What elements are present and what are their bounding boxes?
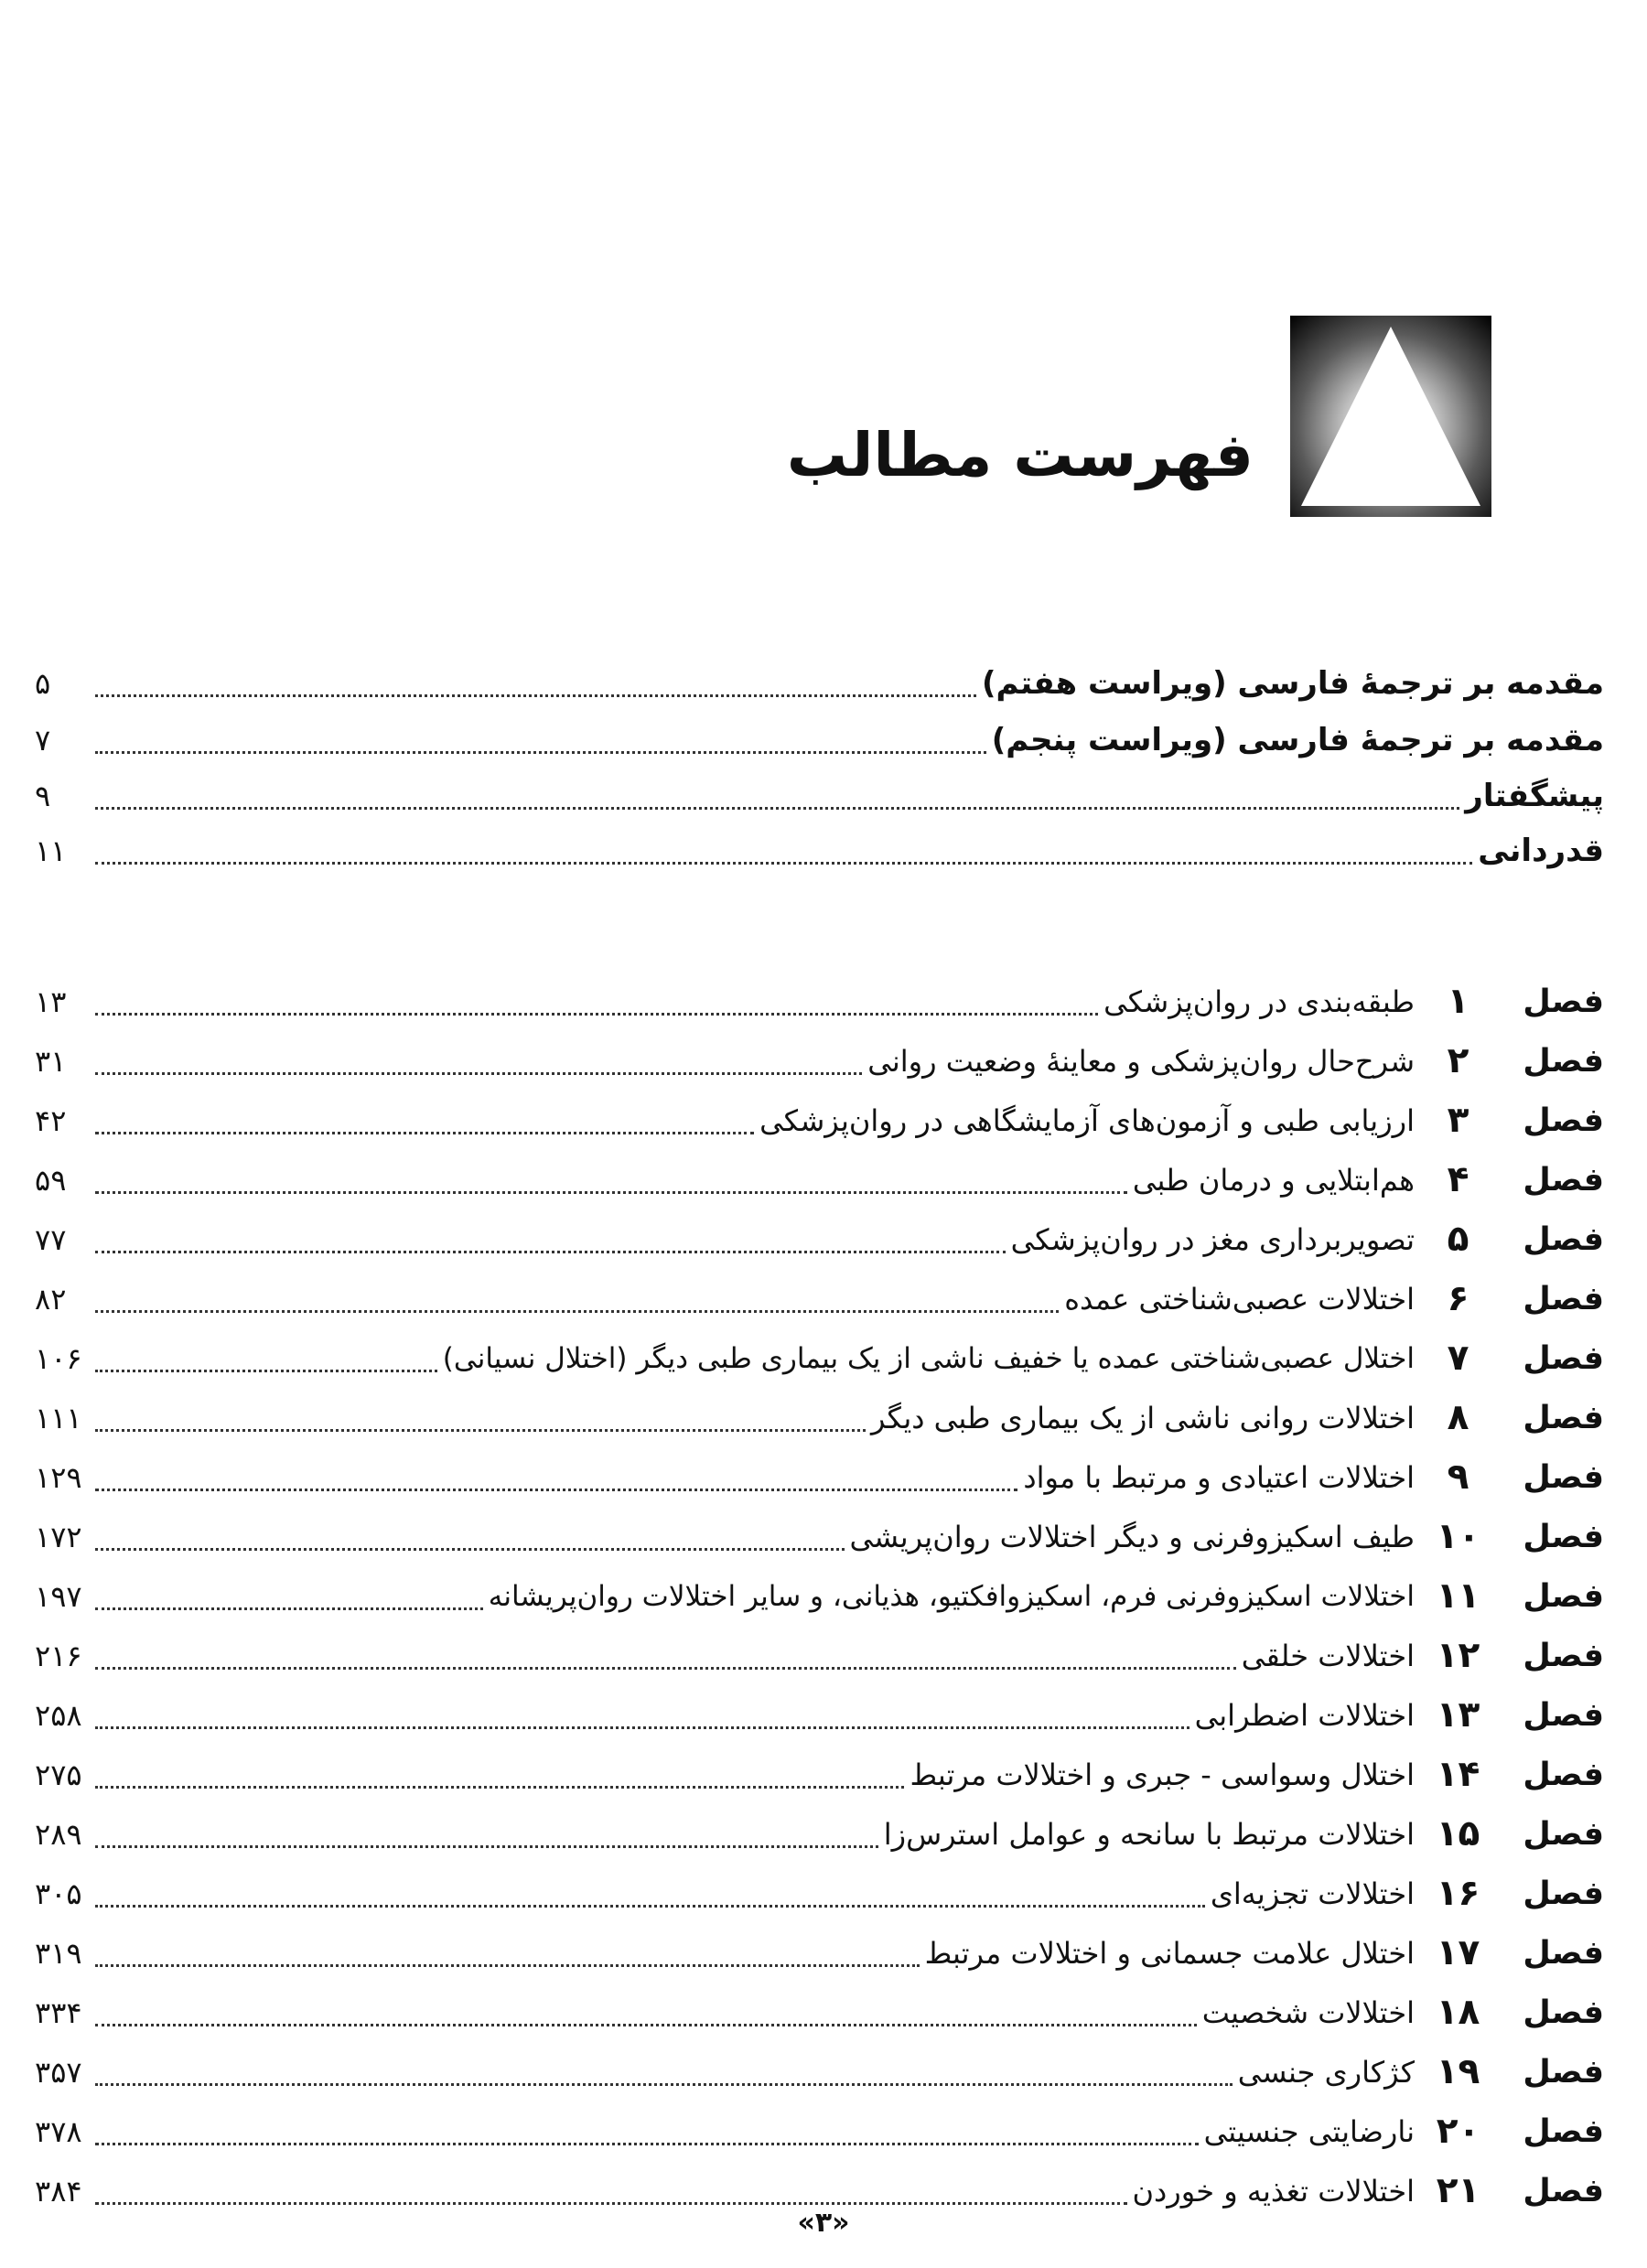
front-matter-row[interactable] xyxy=(35,826,1604,876)
page-number: ۱۳ xyxy=(35,984,67,1019)
page-number: ۳۷۸ xyxy=(35,2114,82,2149)
chapter-row[interactable] xyxy=(35,1869,1604,1919)
chapter-number: ۴ xyxy=(1447,1159,1469,1200)
chapter-row[interactable] xyxy=(35,2048,1604,2097)
page-number: ۱۱۱ xyxy=(35,1401,82,1435)
chapter-label: فصل xyxy=(1523,1459,1604,1496)
dot-leader xyxy=(95,1489,1017,1491)
dot-leader xyxy=(95,2083,1233,2086)
dot-leader xyxy=(95,1132,754,1134)
chapter-row[interactable] xyxy=(35,1215,1604,1264)
chapter-number: ۹ xyxy=(1447,1456,1469,1498)
chapter-row[interactable] xyxy=(35,1929,1604,1978)
chapter-title: اختلالات مرتبط با سانحه و عوامل استرس‌زا xyxy=(883,1817,1415,1852)
chapter-label: فصل xyxy=(1523,1221,1604,1258)
chapter-title: اختلال وسواسی - جبری و اختلالات مرتبط xyxy=(910,1757,1415,1792)
chapter-title: اختلالات اعتیادی و مرتبط با مواد xyxy=(1023,1460,1415,1495)
page-footer-number: «۳» xyxy=(797,2207,850,2239)
front-matter-row[interactable] xyxy=(35,659,1604,708)
chapter-title: اختلالات شخصیت xyxy=(1201,1995,1415,2030)
chapter-title: طیف اسکیزوفرنی و دیگر اختلالات روان‌پریشی xyxy=(849,1520,1415,1554)
page-number: ۴۲ xyxy=(35,1103,67,1138)
chapter-number: ۵ xyxy=(1447,1219,1469,1260)
dot-leader xyxy=(95,1726,1190,1729)
chapter-label: فصل xyxy=(1523,1102,1604,1139)
dot-leader xyxy=(95,1370,437,1372)
chapter-label: فصل xyxy=(1523,1281,1604,1317)
chapter-number: ۱۷ xyxy=(1436,1932,1480,1973)
dot-leader xyxy=(95,751,986,754)
page-number: ۱۲۹ xyxy=(35,1460,82,1495)
chapter-label: فصل xyxy=(1523,1757,1604,1793)
chapter-title: اختلالات تجزیه‌ای xyxy=(1210,1876,1415,1911)
chapter-number: ۱۴ xyxy=(1436,1754,1480,1795)
chapter-number: ۱۳ xyxy=(1436,1694,1480,1736)
dot-leader xyxy=(95,1845,878,1848)
chapter-row[interactable] xyxy=(35,1512,1604,1562)
front-matter-title: مقدمه بر ترجمهٔ فارسی (ویراست هفتم) xyxy=(982,665,1604,702)
front-matter-title: قدردانی xyxy=(1478,833,1604,869)
dot-leader xyxy=(95,1310,1059,1313)
front-matter-row[interactable] xyxy=(35,715,1604,765)
chapter-title: اختلالات روانی ناشی از یک بیماری طبی دیگر xyxy=(871,1401,1415,1435)
page-number: ۲۵۸ xyxy=(35,1698,82,1733)
chapter-number: ۱۹ xyxy=(1436,2051,1480,2092)
dot-leader xyxy=(95,2024,1197,2026)
chapter-number: ۱۲ xyxy=(1436,1635,1480,1676)
chapter-number: ۱۸ xyxy=(1436,1992,1480,2033)
chapter-label: فصل xyxy=(1523,1400,1604,1436)
chapter-label: فصل xyxy=(1523,1340,1604,1377)
chapter-title: نارضایتی جنسیتی xyxy=(1203,2114,1415,2149)
page-number: ۲۷۵ xyxy=(35,1757,82,1792)
chapter-title: اختلالات اسکیزوفرنی فرم، اسکیزوافکتیو، هذیانی، و سایر اختلالات روان‌پریشانه xyxy=(488,1580,1415,1613)
chapter-title: تصویربرداری مغز در روان‌پزشکی xyxy=(1010,1222,1415,1257)
front-matter-row[interactable] xyxy=(35,771,1604,821)
chapter-row[interactable] xyxy=(35,1334,1604,1383)
chapter-row[interactable] xyxy=(35,1988,1604,2037)
page-number: ۱۷۲ xyxy=(35,1520,82,1554)
dot-leader xyxy=(95,1013,1098,1016)
chapter-number: ۲۱ xyxy=(1436,2170,1480,2211)
front-matter-title: مقدمه بر ترجمهٔ فارسی (ویراست پنجم) xyxy=(991,722,1604,758)
page-number: ۳۱ xyxy=(35,1044,67,1079)
chapter-title: اختلالات عصبی‌شناختی عمده xyxy=(1064,1282,1415,1317)
chapter-number: ۲۰ xyxy=(1436,2111,1480,2152)
page-number: ۳۰۵ xyxy=(35,1876,82,1911)
dot-leader xyxy=(95,2202,1127,2205)
chapter-title: کژکاری جنسی xyxy=(1237,2055,1415,2090)
chapter-number: ۲ xyxy=(1447,1040,1469,1081)
dot-leader xyxy=(95,1667,1236,1670)
chapter-title: اختلال عصبی‌شناختی عمده یا خفیف ناشی از یک بیماری طبی دیگر (اختلال نسیانی) xyxy=(442,1342,1415,1375)
chapter-label: فصل xyxy=(1523,2113,1604,2150)
page-number: ۹ xyxy=(35,779,51,813)
chapter-number: ۱ xyxy=(1447,981,1469,1022)
triangle-icon xyxy=(1290,316,1491,517)
chapter-number: ۱۶ xyxy=(1436,1873,1480,1914)
chapter-title: شرح‌حال روان‌پزشکی و معاینهٔ وضعیت روانی xyxy=(867,1044,1415,1079)
chapter-row[interactable] xyxy=(35,1155,1604,1205)
chapter-label: فصل xyxy=(1523,1638,1604,1674)
chapter-row[interactable] xyxy=(35,1453,1604,1502)
dot-leader xyxy=(95,2143,1199,2145)
chapter-number: ۱۰ xyxy=(1436,1516,1480,1557)
page-number: ۵۹ xyxy=(35,1163,67,1198)
chapter-title: اختلالات تغذیه و خوردن xyxy=(1132,2174,1415,2209)
chapter-label: فصل xyxy=(1523,1697,1604,1734)
page-number: ۸۲ xyxy=(35,1282,67,1317)
chapter-label: فصل xyxy=(1523,1876,1604,1912)
chapter-label: فصل xyxy=(1523,1519,1604,1555)
chapter-number: ۱۱ xyxy=(1436,1575,1480,1617)
page-number: ۱۹۷ xyxy=(35,1579,82,1614)
chapter-title: اختلالات خلقی xyxy=(1241,1639,1415,1673)
page-number: ۷۷ xyxy=(35,1222,67,1257)
chapter-label: فصل xyxy=(1523,1994,1604,2031)
chapter-number: ۶ xyxy=(1447,1278,1469,1319)
chapter-number: ۸ xyxy=(1447,1397,1469,1438)
chapter-row[interactable] xyxy=(35,1691,1604,1740)
chapter-number: ۷ xyxy=(1447,1338,1469,1379)
page-number: ۱۰۶ xyxy=(35,1341,82,1376)
chapter-row[interactable] xyxy=(35,2107,1604,2156)
chapter-label: فصل xyxy=(1523,1578,1604,1615)
page-number: ۳۵۷ xyxy=(35,2055,82,2090)
page-number: ۲۸۹ xyxy=(35,1817,82,1852)
chapter-label: فصل xyxy=(1523,1162,1604,1198)
dot-leader xyxy=(95,694,976,697)
chapter-row[interactable] xyxy=(35,1572,1604,1621)
chapter-label: فصل xyxy=(1523,1816,1604,1853)
chapter-row[interactable] xyxy=(35,1393,1604,1443)
page-number: ۱۱ xyxy=(35,833,67,868)
dot-leader xyxy=(95,1191,1127,1194)
chapter-label: فصل xyxy=(1523,2173,1604,2209)
chapter-label: فصل xyxy=(1523,984,1604,1020)
front-matter-title: پیشگفتار xyxy=(1465,778,1604,814)
dot-leader xyxy=(95,1251,1006,1253)
chapter-row[interactable] xyxy=(35,1631,1604,1681)
page-number: ۳۳۴ xyxy=(35,1995,82,2030)
page-number: ۲۱۶ xyxy=(35,1639,82,1673)
dot-leader xyxy=(95,862,1472,865)
page-number: ۵ xyxy=(35,666,51,701)
dot-leader xyxy=(95,1607,483,1610)
dot-leader xyxy=(95,807,1459,810)
dot-leader xyxy=(95,1548,845,1551)
chapter-title: اختلالات اضطرابی xyxy=(1194,1698,1415,1733)
toc-header xyxy=(576,316,1491,526)
triangle-logo-icon xyxy=(1290,316,1491,517)
chapter-title: ارزیابی طبی و آزمون‌های آزمایشگاهی در روان‌پزشکی xyxy=(759,1103,1415,1138)
chapter-label: فصل xyxy=(1523,2054,1604,2091)
dot-leader xyxy=(95,1905,1205,1908)
dot-leader xyxy=(95,1429,866,1432)
dot-leader xyxy=(95,1964,920,1967)
page-number: ۷ xyxy=(35,723,51,758)
chapter-row[interactable] xyxy=(35,977,1604,1027)
page-number: ۳۸۴ xyxy=(35,2174,82,2209)
chapter-row[interactable] xyxy=(35,1750,1604,1800)
chapter-number: ۱۵ xyxy=(1436,1813,1480,1854)
dot-leader xyxy=(95,1072,862,1075)
chapter-label: فصل xyxy=(1523,1935,1604,1972)
page-number: ۳۱۹ xyxy=(35,1936,82,1971)
chapter-row[interactable] xyxy=(35,1274,1604,1324)
chapter-title: اختلال علامت جسمانی و اختلالات مرتبط xyxy=(924,1936,1415,1971)
chapter-label: فصل xyxy=(1523,1043,1604,1080)
page-title: فهرست مطالب xyxy=(786,420,1254,490)
chapter-title: طبقه‌بندی در روان‌پزشکی xyxy=(1103,984,1415,1019)
chapter-row[interactable] xyxy=(35,1810,1604,1859)
chapter-number: ۳ xyxy=(1447,1100,1469,1141)
chapter-title: هم‌ابتلایی و درمان طبی xyxy=(1132,1163,1415,1198)
chapter-row[interactable] xyxy=(35,1096,1604,1145)
chapter-row[interactable] xyxy=(35,1037,1604,1086)
dot-leader xyxy=(95,1786,904,1789)
